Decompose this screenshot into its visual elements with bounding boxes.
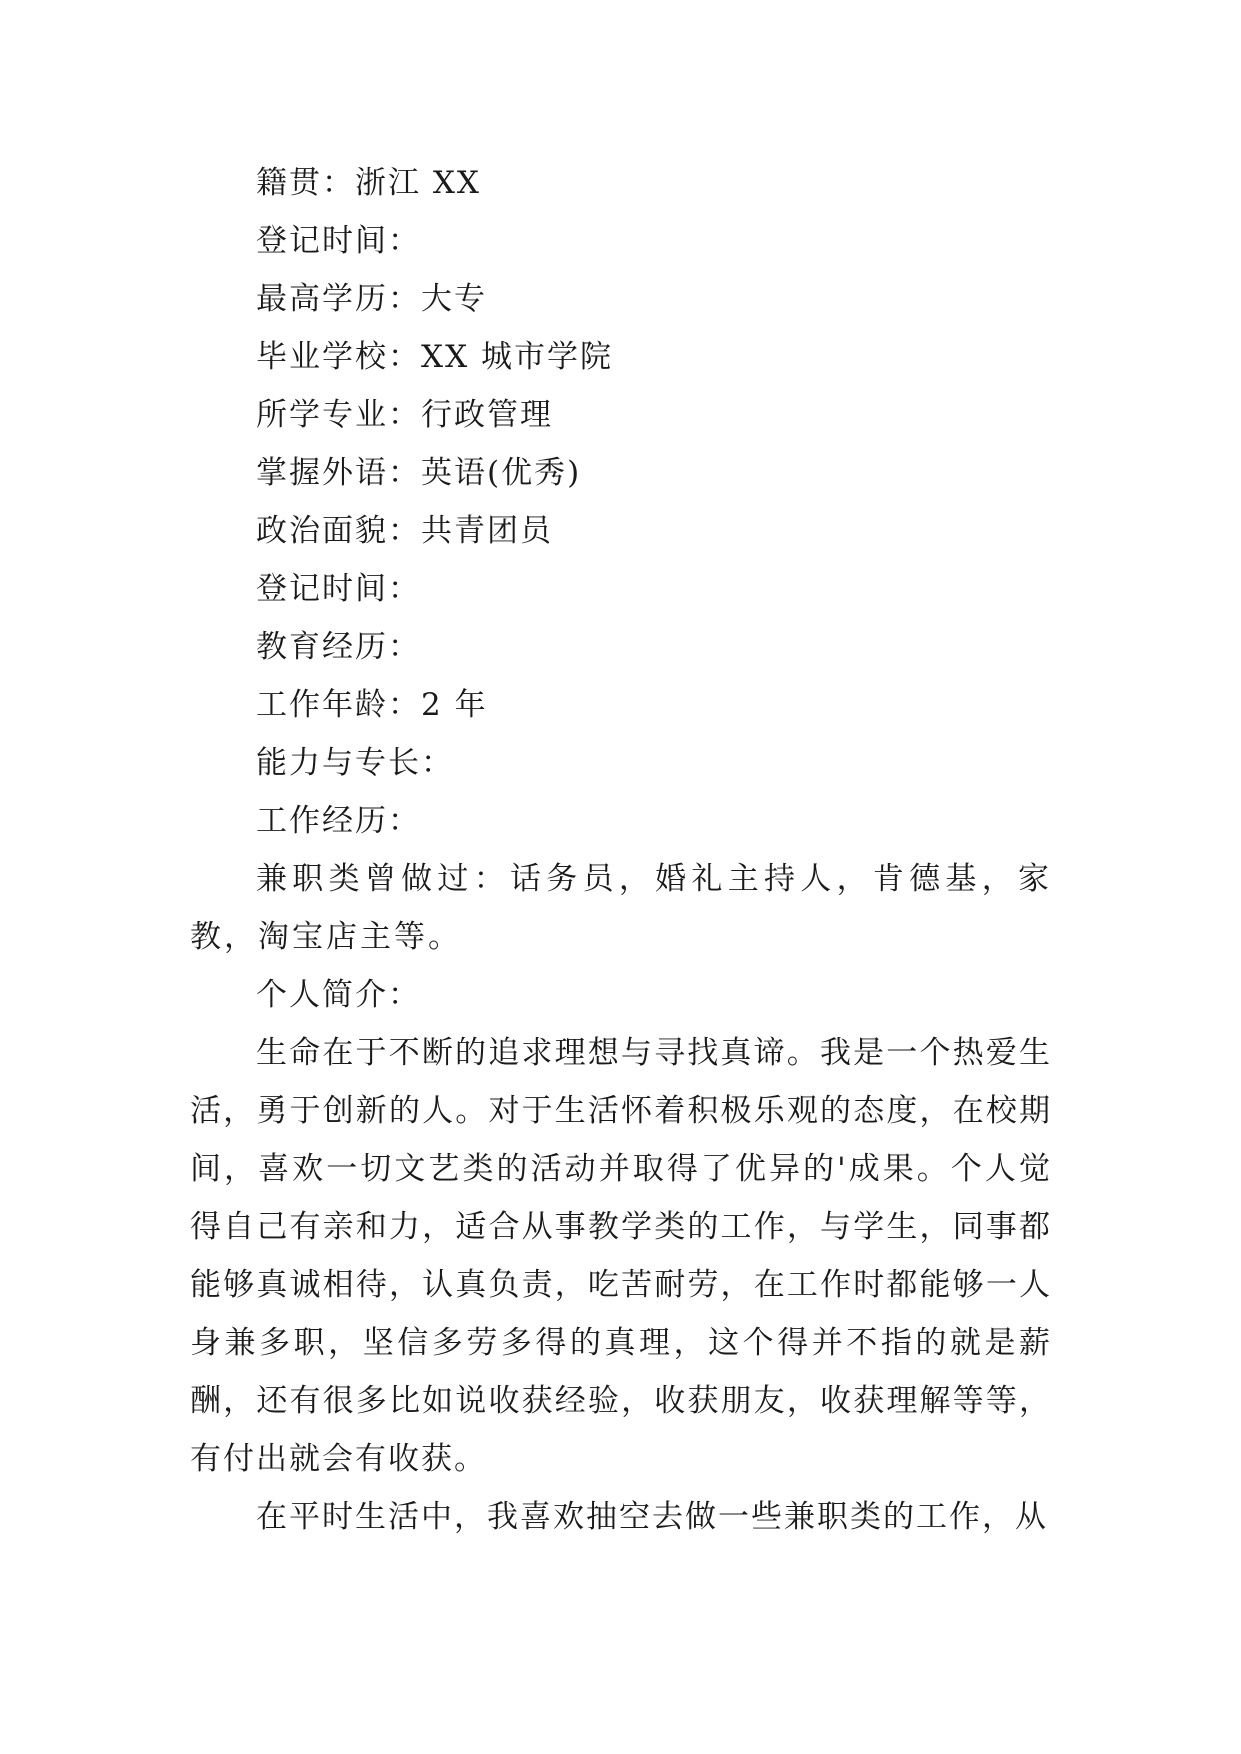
- field-skills: 能力与专长：: [256, 745, 454, 781]
- field-work-history: 工作经历：: [256, 803, 421, 839]
- intro-paragraph: 生命在于不断的追求理想与寻找真谛。我是一个热爱生活，勇于创新的人。对于生活怀着积极乐观的态度，在校期间，喜欢一切文艺类的活动并取得了优异的'成果。个人觉得自己有亲和力，适合从事教学类的工作，与学生，同事都能够真诚相待，认真负责，吃苦耐劳，在工作时都能够一人身兼多职，坚信多劳多得的真理，这个得并不指的就是薪酬，还有很多比如说收获经验，收获朋友，收获理解等等，有付出就会有收获。: [190, 1035, 1052, 1477]
- intro-heading: 个人简介：: [256, 977, 421, 1013]
- part-time-paragraph: 兼职类曾做过：话务员，婚礼主持人，肯德基，家教，淘宝店主等。: [190, 861, 1052, 955]
- field-foreign-language: 掌握外语：英语(优秀): [256, 455, 582, 491]
- field-work-years: 工作年龄：2 年: [256, 687, 488, 723]
- field-political-status: 政治面貌：共青团员: [256, 513, 553, 549]
- field-education-history: 教育经历：: [256, 629, 421, 665]
- closing-paragraph: 在平时生活中，我喜欢抽空去做一些兼职类的工作，从: [256, 1499, 1048, 1535]
- field-major: 所学专业：行政管理: [256, 397, 553, 433]
- field-highest-education: 最高学历：大专: [256, 281, 487, 317]
- resume-content: [190, 154, 1052, 1546]
- field-registration-time: 登记时间：: [256, 223, 421, 259]
- field-registration-time-2: 登记时间：: [256, 571, 421, 607]
- field-native-place: 籍贯：浙江 XX: [256, 165, 481, 201]
- field-graduated-school: 毕业学校：XX 城市学院: [256, 339, 613, 375]
